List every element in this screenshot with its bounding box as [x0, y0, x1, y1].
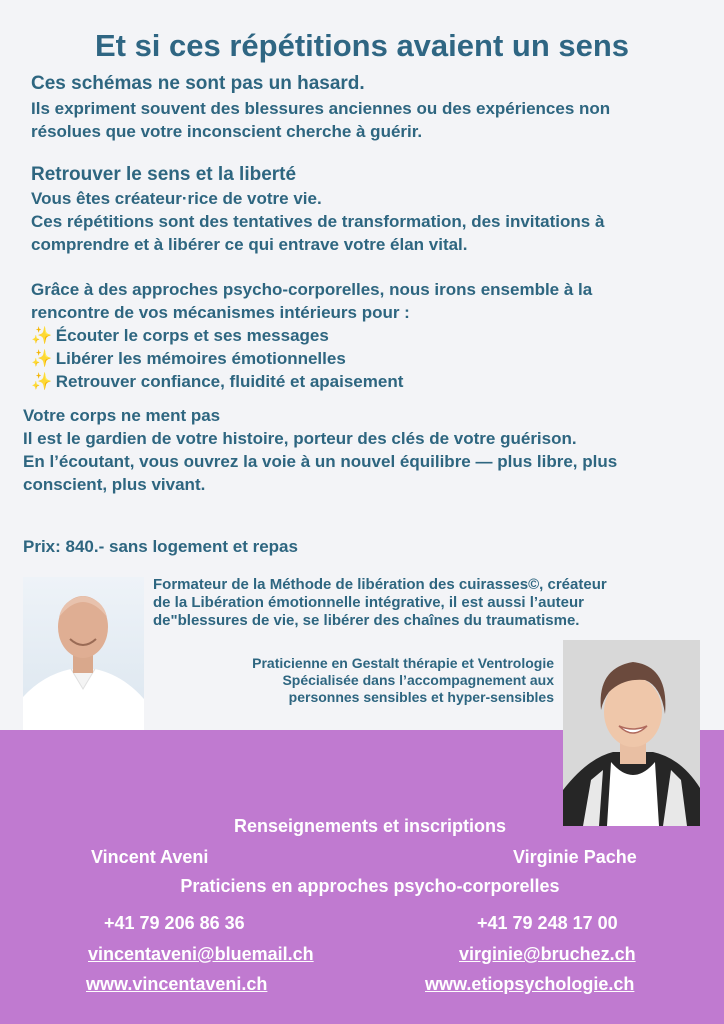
section3-line: rencontre de vos mécanismes intérieurs pour :: [31, 303, 410, 322]
section2-text: [31, 187, 604, 256]
section4-text: [23, 404, 617, 496]
section2-line: Ces répétitions sont des tentatives de transformation, des invitations à: [31, 212, 605, 231]
section1-line: résolues que votre inconscient cherche à guérir.: [31, 122, 423, 141]
list-item-label: Libérer les mémoires émotionnelles: [55, 349, 346, 368]
vincent-website-link[interactable]: www.vincentaveni.ch: [86, 974, 268, 994]
section2-heading: Retrouver le sens et la liberté: [31, 164, 297, 185]
price: Prix: 840.- sans logement et repas: [23, 537, 298, 556]
vincent-bio-line: de"blessures de vie, se libérer des chaînes du traumatisme.: [153, 612, 580, 629]
photo-vincent: [23, 577, 144, 749]
vincent-bio-line: Formateur de la Méthode de libération des cuirasses©, créateur: [153, 576, 607, 593]
page-title: Et si ces répétitions avaient un sens: [94, 28, 630, 63]
virginie-bio: [190, 655, 554, 706]
virginie-bio-line: personnes sensibles et hyper-sensibles: [288, 689, 554, 705]
list-item: [31, 370, 592, 393]
vincent-bio: [153, 576, 607, 630]
contact-heading: Renseignements et inscriptions: [233, 816, 507, 836]
list-item-label: Retrouver confiance, fluidité et apaisement: [55, 372, 404, 391]
vincent-bio-line: de la Libération émotionnelle intégrative, il est aussi l’auteur: [153, 594, 584, 611]
list-item: [31, 324, 592, 347]
sparkles-icon: ✨: [31, 372, 53, 391]
vincent-phone: +41 79 206 86 36: [104, 913, 245, 933]
section4-line: Votre corps ne ment pas: [23, 406, 221, 425]
vincent-name: Vincent Aveni: [91, 847, 209, 867]
section3-text: [31, 278, 592, 393]
section4-line: Il est le gardien de votre histoire, porteur des clés de votre guérison.: [23, 429, 577, 448]
section1-text: [31, 97, 610, 143]
virginie-email-link[interactable]: virginie@bruchez.ch: [459, 944, 636, 964]
section4-line: conscient, plus vivant.: [23, 475, 206, 494]
list-item-label: Écouter le corps et ses messages: [55, 326, 329, 345]
section3-line: Grâce à des approches psycho-corporelles, nous irons ensemble à la: [31, 280, 593, 299]
virginie-name: Virginie Pache: [513, 847, 637, 867]
virginie-phone: +41 79 248 17 00: [477, 913, 618, 933]
list-item: [31, 347, 592, 370]
virginie-bio-line: Spécialisée dans l’accompagnement aux: [282, 672, 554, 688]
photo-virginie: [563, 640, 700, 826]
vincent-email-link[interactable]: vincentaveni@bluemail.ch: [88, 944, 314, 964]
sparkles-icon: ✨: [31, 326, 53, 345]
section2-line: comprendre et à libérer ce qui entrave votre élan vital.: [31, 235, 468, 254]
section1-line: Ils expriment souvent des blessures anciennes ou des expériences non: [31, 99, 611, 118]
virginie-bio-line: Praticienne en Gestalt thérapie et Ventrologie: [252, 655, 554, 671]
sparkles-icon: ✨: [31, 349, 53, 368]
section4-line: En l’écoutant, vous ouvrez la voie à un nouvel équilibre — plus libre, plus: [23, 452, 618, 471]
contact-subtitle: Praticiens en approches psycho-corporelles: [180, 876, 560, 896]
section1-heading: Ces schémas ne sont pas un hasard.: [31, 73, 365, 94]
section2-line: Vous êtes créateur·rice de votre vie.: [31, 189, 322, 208]
virginie-website-link[interactable]: www.etiopsychologie.ch: [425, 974, 635, 994]
